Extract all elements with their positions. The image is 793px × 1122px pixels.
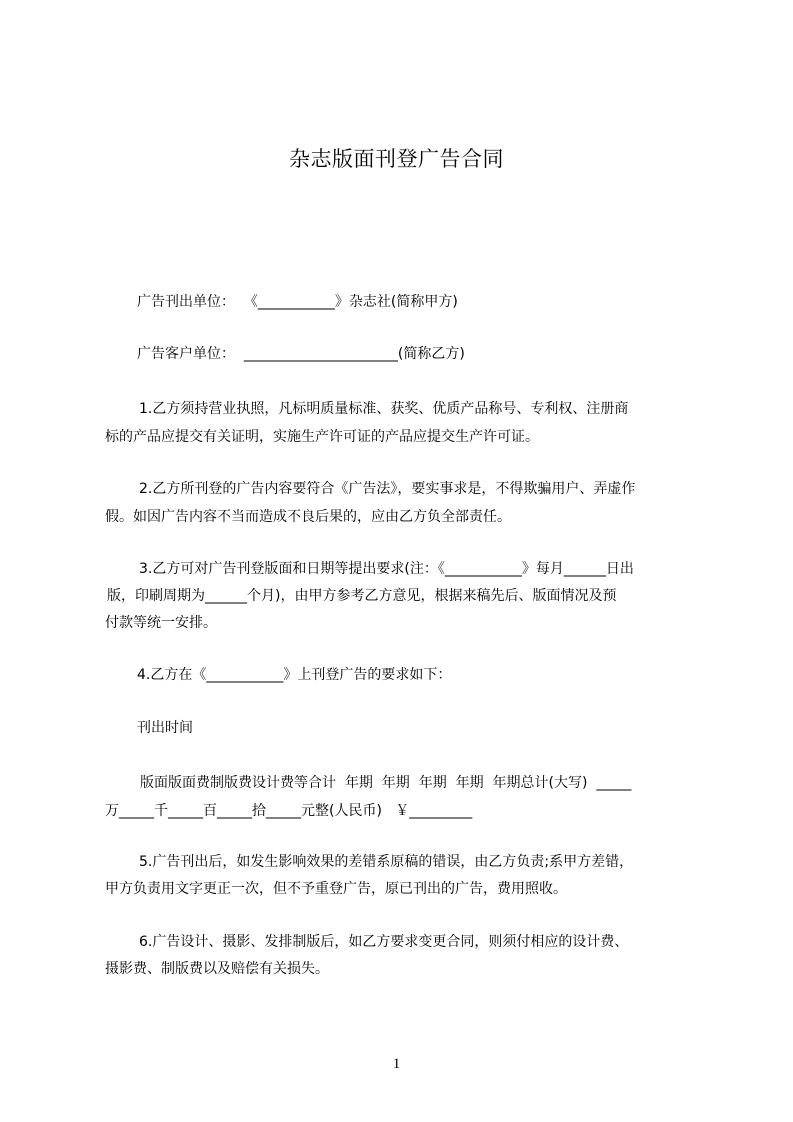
clause-3-line-1: 3.乙方可对广告刊登版面和日期等提出要求(注：《___________》每月______日出	[139, 561, 634, 577]
clause-5-line-1: 5.广告刊出后，如发生影响效果的差错系原稿的错误，由乙方负责;系甲方差错，	[139, 854, 634, 870]
client-line: 广告客户单位： ______________________(简称乙方)	[137, 346, 465, 362]
document-title: 杂志版面刊登广告合同	[289, 147, 504, 171]
clause-3-line-2: 版，印刷周期为______个月)，由甲方参考乙方意见，根据来稿先后、版面情况及预	[107, 588, 617, 604]
fee-line-1: 版面版面费制版费设计费等合计 年期 年期 年期 年期 年期总计(大写) _____	[140, 775, 632, 791]
clause-1-line-1: 1.乙方须持营业执照，凡标明质量标准、获奖、优质产品称号、专利权、注册商	[139, 401, 629, 417]
clause-2-line-2: 假。如因广告内容不当而造成不良后果的，应由乙方负全部责任。	[105, 509, 511, 525]
clause-3-line-3: 付款等统一安排。	[105, 615, 217, 631]
clause-6-line-1: 6.广告设计、摄影、发排制版后，如乙方要求变更合同，则须付相应的设计费、	[139, 934, 629, 950]
clause-5-line-2: 甲方负责用文字更正一次，但不予重登广告，原已刊出的广告，费用照收。	[105, 881, 567, 897]
clause-1-line-2: 标的产品应提交有关证明，实施生产许可证的产品应提交生产许可证。	[105, 429, 539, 445]
clause-4: 4.乙方在《___________》上刊登广告的要求如下：	[137, 667, 452, 683]
page-number: 1	[392, 1056, 401, 1072]
clause-6-line-2: 摄影费、制版费以及赔偿有关损失。	[105, 961, 329, 977]
fee-line-2: 万_____千_____百_____拾_____元整(人民币) ￥_________	[105, 803, 473, 819]
publisher-line: 广告刊出单位： 《___________》杂志社(简称甲方)	[137, 294, 458, 310]
clause-2-line-1: 2.乙方所刊登的广告内容要符合《广告法》，要实事求是，不得欺骗用户、弄虚作	[139, 481, 636, 497]
publish-time-label: 刊出时间	[137, 720, 193, 736]
